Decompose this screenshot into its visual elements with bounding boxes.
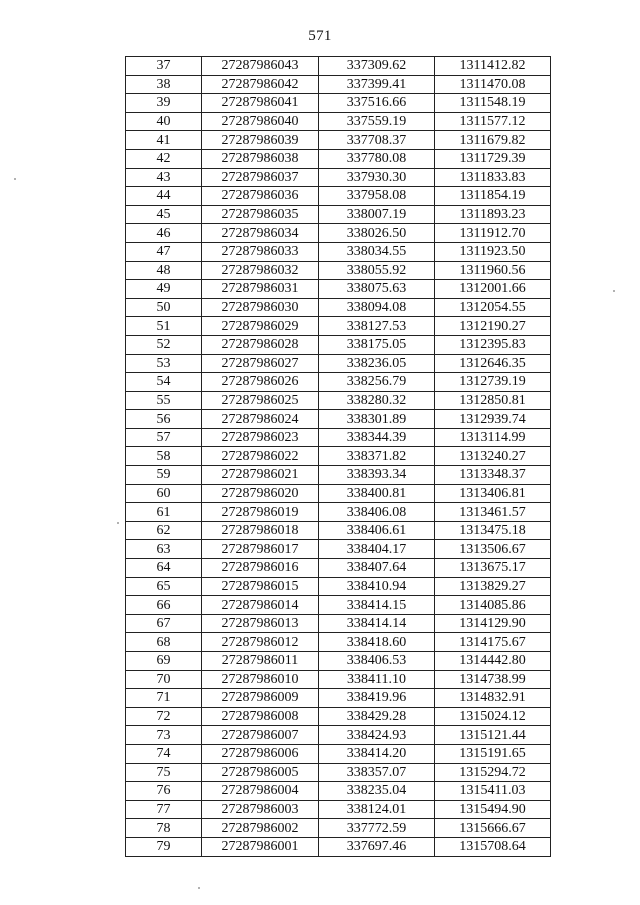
point-number-cell: 48 [126,261,202,280]
x-coordinate-cell: 338424.93 [319,726,435,745]
point-id-cell: 27287986018 [202,521,319,540]
y-coordinate-cell: 1315121.44 [435,726,551,745]
point-number-cell: 46 [126,224,202,243]
y-coordinate-cell: 1313114.99 [435,428,551,447]
point-id-cell: 27287986021 [202,466,319,485]
y-coordinate-cell: 1314129.90 [435,614,551,633]
page-number: 571 [308,28,332,44]
table-row [126,466,551,485]
point-number-cell: 44 [126,187,202,206]
x-coordinate-cell: 338393.34 [319,466,435,485]
x-coordinate-cell: 337516.66 [319,94,435,113]
x-coordinate-cell: 337559.19 [319,112,435,131]
point-id-cell: 27287986016 [202,559,319,578]
x-coordinate-cell: 338127.53 [319,317,435,336]
y-coordinate-cell: 1311729.39 [435,149,551,168]
table-row [126,540,551,559]
y-coordinate-cell: 1315708.64 [435,837,551,856]
point-id-cell: 27287986033 [202,242,319,261]
point-number-cell: 54 [126,373,202,392]
point-id-cell: 27287986004 [202,782,319,801]
point-id-cell: 27287986019 [202,503,319,522]
point-id-cell: 27287986007 [202,726,319,745]
table-row [126,633,551,652]
table-row [126,94,551,113]
point-id-cell: 27287986020 [202,484,319,503]
table-row [126,335,551,354]
y-coordinate-cell: 1311679.82 [435,131,551,150]
point-id-cell: 27287986015 [202,577,319,596]
point-id-cell: 27287986037 [202,168,319,187]
point-id-cell: 27287986002 [202,819,319,838]
point-number-cell: 52 [126,335,202,354]
y-coordinate-cell: 1311893.23 [435,205,551,224]
table-row [126,837,551,856]
point-number-cell: 38 [126,75,202,94]
table-row [126,391,551,410]
y-coordinate-cell: 1312054.55 [435,298,551,317]
x-coordinate-cell: 338406.08 [319,503,435,522]
x-coordinate-cell: 338026.50 [319,224,435,243]
point-id-cell: 27287986038 [202,149,319,168]
table-row [126,577,551,596]
table-row [126,280,551,299]
table-row [126,75,551,94]
point-id-cell: 27287986041 [202,94,319,113]
y-coordinate-cell: 1311854.19 [435,187,551,206]
point-id-cell: 27287986032 [202,261,319,280]
point-id-cell: 27287986011 [202,652,319,671]
y-coordinate-cell: 1313406.81 [435,484,551,503]
x-coordinate-cell: 337780.08 [319,149,435,168]
point-number-cell: 42 [126,149,202,168]
x-coordinate-cell: 337930.30 [319,168,435,187]
x-coordinate-cell: 338357.07 [319,763,435,782]
point-id-cell: 27287986005 [202,763,319,782]
x-coordinate-cell: 338256.79 [319,373,435,392]
point-number-cell: 56 [126,410,202,429]
point-number-cell: 64 [126,559,202,578]
x-coordinate-cell: 338235.04 [319,782,435,801]
y-coordinate-cell: 1312395.83 [435,335,551,354]
x-coordinate-cell: 338075.63 [319,280,435,299]
x-coordinate-cell: 338301.89 [319,410,435,429]
table-row [126,744,551,763]
point-id-cell: 27287986029 [202,317,319,336]
table-row [126,521,551,540]
y-coordinate-cell: 1314085.86 [435,596,551,615]
y-coordinate-cell: 1312939.74 [435,410,551,429]
point-id-cell: 27287986036 [202,187,319,206]
point-id-cell: 27287986026 [202,373,319,392]
table-row [126,261,551,280]
table-row [126,373,551,392]
table-row [126,187,551,206]
table-row [126,763,551,782]
table-row [126,112,551,131]
point-number-cell: 40 [126,112,202,131]
table-row [126,707,551,726]
point-number-cell: 62 [126,521,202,540]
y-coordinate-cell: 1312646.35 [435,354,551,373]
point-number-cell: 51 [126,317,202,336]
x-coordinate-cell: 338406.61 [319,521,435,540]
point-number-cell: 66 [126,596,202,615]
x-coordinate-cell: 338236.05 [319,354,435,373]
x-coordinate-cell: 338007.19 [319,205,435,224]
point-number-cell: 73 [126,726,202,745]
y-coordinate-cell: 1313348.37 [435,466,551,485]
point-number-cell: 67 [126,614,202,633]
y-coordinate-cell: 1312739.19 [435,373,551,392]
x-coordinate-cell: 338055.92 [319,261,435,280]
point-id-cell: 27287986043 [202,57,319,76]
table-row [126,447,551,466]
point-number-cell: 76 [126,782,202,801]
y-coordinate-cell: 1311412.82 [435,57,551,76]
y-coordinate-cell: 1314832.91 [435,689,551,708]
point-number-cell: 50 [126,298,202,317]
point-number-cell: 63 [126,540,202,559]
y-coordinate-cell: 1315294.72 [435,763,551,782]
point-number-cell: 57 [126,428,202,447]
point-number-cell: 39 [126,94,202,113]
table-row [126,242,551,261]
table-row [126,689,551,708]
x-coordinate-cell: 338411.10 [319,670,435,689]
y-coordinate-cell: 1314175.67 [435,633,551,652]
y-coordinate-cell: 1314442.80 [435,652,551,671]
point-id-cell: 27287986001 [202,837,319,856]
table-row [126,596,551,615]
x-coordinate-cell: 338414.20 [319,744,435,763]
x-coordinate-cell: 338407.64 [319,559,435,578]
x-coordinate-cell: 337697.46 [319,837,435,856]
point-id-cell: 27287986008 [202,707,319,726]
coordinates-table-body [126,57,551,857]
point-id-cell: 27287986003 [202,800,319,819]
table-row [126,205,551,224]
point-number-cell: 71 [126,689,202,708]
scan-speck [14,178,16,180]
x-coordinate-cell: 338344.39 [319,428,435,447]
table-row [126,614,551,633]
x-coordinate-cell: 338404.17 [319,540,435,559]
point-id-cell: 27287986028 [202,335,319,354]
scan-speck [613,290,615,292]
point-id-cell: 27287986040 [202,112,319,131]
table-row [126,559,551,578]
table-row [126,428,551,447]
point-id-cell: 27287986034 [202,224,319,243]
table-row [126,168,551,187]
y-coordinate-cell: 1311577.12 [435,112,551,131]
y-coordinate-cell: 1311912.70 [435,224,551,243]
y-coordinate-cell: 1311470.08 [435,75,551,94]
table-row [126,782,551,801]
point-number-cell: 61 [126,503,202,522]
point-number-cell: 59 [126,466,202,485]
table-row [126,800,551,819]
point-number-cell: 79 [126,837,202,856]
y-coordinate-cell: 1311923.50 [435,242,551,261]
y-coordinate-cell: 1311548.19 [435,94,551,113]
x-coordinate-cell: 338429.28 [319,707,435,726]
point-id-cell: 27287986035 [202,205,319,224]
x-coordinate-cell: 338418.60 [319,633,435,652]
point-id-cell: 27287986017 [202,540,319,559]
x-coordinate-cell: 337958.08 [319,187,435,206]
table-row [126,726,551,745]
y-coordinate-cell: 1315666.67 [435,819,551,838]
scan-speck [117,522,119,524]
point-id-cell: 27287986024 [202,410,319,429]
point-number-cell: 60 [126,484,202,503]
y-coordinate-cell: 1313461.57 [435,503,551,522]
point-number-cell: 70 [126,670,202,689]
point-id-cell: 27287986022 [202,447,319,466]
table-row [126,224,551,243]
table-row [126,484,551,503]
y-coordinate-cell: 1313829.27 [435,577,551,596]
x-coordinate-cell: 338400.81 [319,484,435,503]
y-coordinate-cell: 1315024.12 [435,707,551,726]
y-coordinate-cell: 1313240.27 [435,447,551,466]
table-row [126,670,551,689]
point-id-cell: 27287986014 [202,596,319,615]
table-row [126,298,551,317]
table-row [126,131,551,150]
point-id-cell: 27287986012 [202,633,319,652]
y-coordinate-cell: 1314738.99 [435,670,551,689]
point-id-cell: 27287986013 [202,614,319,633]
point-number-cell: 45 [126,205,202,224]
y-coordinate-cell: 1315411.03 [435,782,551,801]
x-coordinate-cell: 338414.14 [319,614,435,633]
table-row [126,149,551,168]
x-coordinate-cell: 338175.05 [319,335,435,354]
table-row [126,819,551,838]
y-coordinate-cell: 1315191.65 [435,744,551,763]
y-coordinate-cell: 1312190.27 [435,317,551,336]
y-coordinate-cell: 1313506.67 [435,540,551,559]
table-row [126,410,551,429]
point-id-cell: 27287986010 [202,670,319,689]
x-coordinate-cell: 337309.62 [319,57,435,76]
x-coordinate-cell: 338414.15 [319,596,435,615]
point-number-cell: 65 [126,577,202,596]
point-number-cell: 69 [126,652,202,671]
y-coordinate-cell: 1313475.18 [435,521,551,540]
point-number-cell: 75 [126,763,202,782]
point-id-cell: 27287986025 [202,391,319,410]
x-coordinate-cell: 338094.08 [319,298,435,317]
x-coordinate-cell: 338419.96 [319,689,435,708]
x-coordinate-cell: 337399.41 [319,75,435,94]
scan-speck [198,887,200,889]
table-row [126,354,551,373]
point-number-cell: 68 [126,633,202,652]
x-coordinate-cell: 338280.32 [319,391,435,410]
point-id-cell: 27287986009 [202,689,319,708]
point-number-cell: 37 [126,57,202,76]
x-coordinate-cell: 338406.53 [319,652,435,671]
table-row [126,317,551,336]
point-number-cell: 77 [126,800,202,819]
x-coordinate-cell: 337772.59 [319,819,435,838]
point-number-cell: 53 [126,354,202,373]
x-coordinate-cell: 338371.82 [319,447,435,466]
x-coordinate-cell: 337708.37 [319,131,435,150]
point-number-cell: 72 [126,707,202,726]
coordinates-table [125,56,551,857]
y-coordinate-cell: 1315494.90 [435,800,551,819]
point-number-cell: 49 [126,280,202,299]
y-coordinate-cell: 1312001.66 [435,280,551,299]
point-number-cell: 43 [126,168,202,187]
table-row [126,652,551,671]
y-coordinate-cell: 1311833.83 [435,168,551,187]
point-id-cell: 27287986031 [202,280,319,299]
point-id-cell: 27287986042 [202,75,319,94]
table-row [126,503,551,522]
point-id-cell: 27287986027 [202,354,319,373]
x-coordinate-cell: 338034.55 [319,242,435,261]
x-coordinate-cell: 338410.94 [319,577,435,596]
point-number-cell: 41 [126,131,202,150]
y-coordinate-cell: 1311960.56 [435,261,551,280]
point-number-cell: 74 [126,744,202,763]
point-id-cell: 27287986039 [202,131,319,150]
point-number-cell: 78 [126,819,202,838]
y-coordinate-cell: 1312850.81 [435,391,551,410]
point-id-cell: 27287986006 [202,744,319,763]
point-id-cell: 27287986023 [202,428,319,447]
table-row [126,57,551,76]
point-number-cell: 47 [126,242,202,261]
y-coordinate-cell: 1313675.17 [435,559,551,578]
point-id-cell: 27287986030 [202,298,319,317]
point-number-cell: 58 [126,447,202,466]
x-coordinate-cell: 338124.01 [319,800,435,819]
point-number-cell: 55 [126,391,202,410]
